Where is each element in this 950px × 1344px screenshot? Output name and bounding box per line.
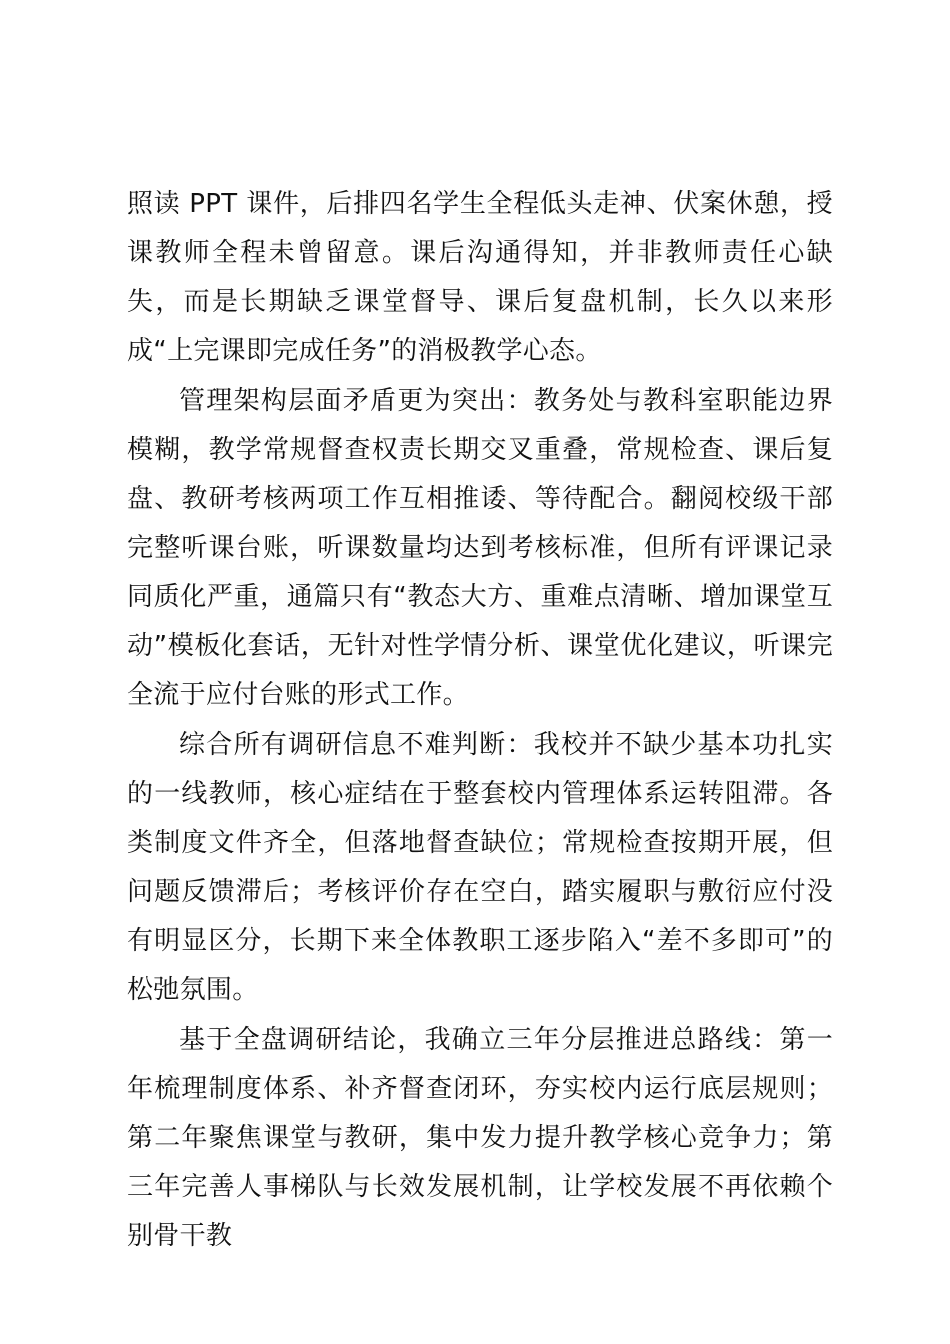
document-body bbox=[127, 180, 833, 1261]
paragraph-3: 综合所有调研信息不难判断：我校并不缺少基本功扎实的一线教师，核心症结在于整套校内管理体系运转阻滞。各类制度文件齐全，但落地督查缺位；常规检查按期开展，但问题反馈滞后；考核评价存在空白，踏实履职与敷衍应付没有明显区分，长期下来全体教职工逐步陷入“差不多即可”的松弛氛围。 bbox=[127, 730, 833, 1005]
paragraph-2: 管理架构层面矛盾更为突出：教务处与教科室职能边界模糊，教学常规督查权责长期交叉重叠，常规检查、课后复盘、教研考核两项工作互相推诿、等待配合。翻阅校级干部完整听课台账，听课数量均达到考核标准，但所有评课记录同质化严重，通篇只有“教态大方、重难点清晰、增加课堂互动”模板化套话，无针对性学情分析、课堂优化建议，听课完全流于应付台账的形式工作。 bbox=[127, 386, 833, 710]
paragraph-1: 照读 PPT 课件，后排四名学生全程低头走神、伏案休憩，授课教师全程未曾留意。课后沟通得知，并非教师责任心缺失，而是长期缺乏课堂督导、课后复盘机制，长久以来形成“上完课即完成任务”的消极教学心态。 bbox=[127, 189, 833, 366]
paragraph-4: 基于全盘调研结论，我确立三年分层推进总路线：第一年梳理制度体系、补齐督查闭环，夯实校内运行底层规则；第二年聚焦课堂与教研，集中发力提升教学核心竞争力；第三年完善人事梯队与长效发展机制，让学校发展不再依赖个别骨干教 bbox=[127, 1025, 833, 1251]
